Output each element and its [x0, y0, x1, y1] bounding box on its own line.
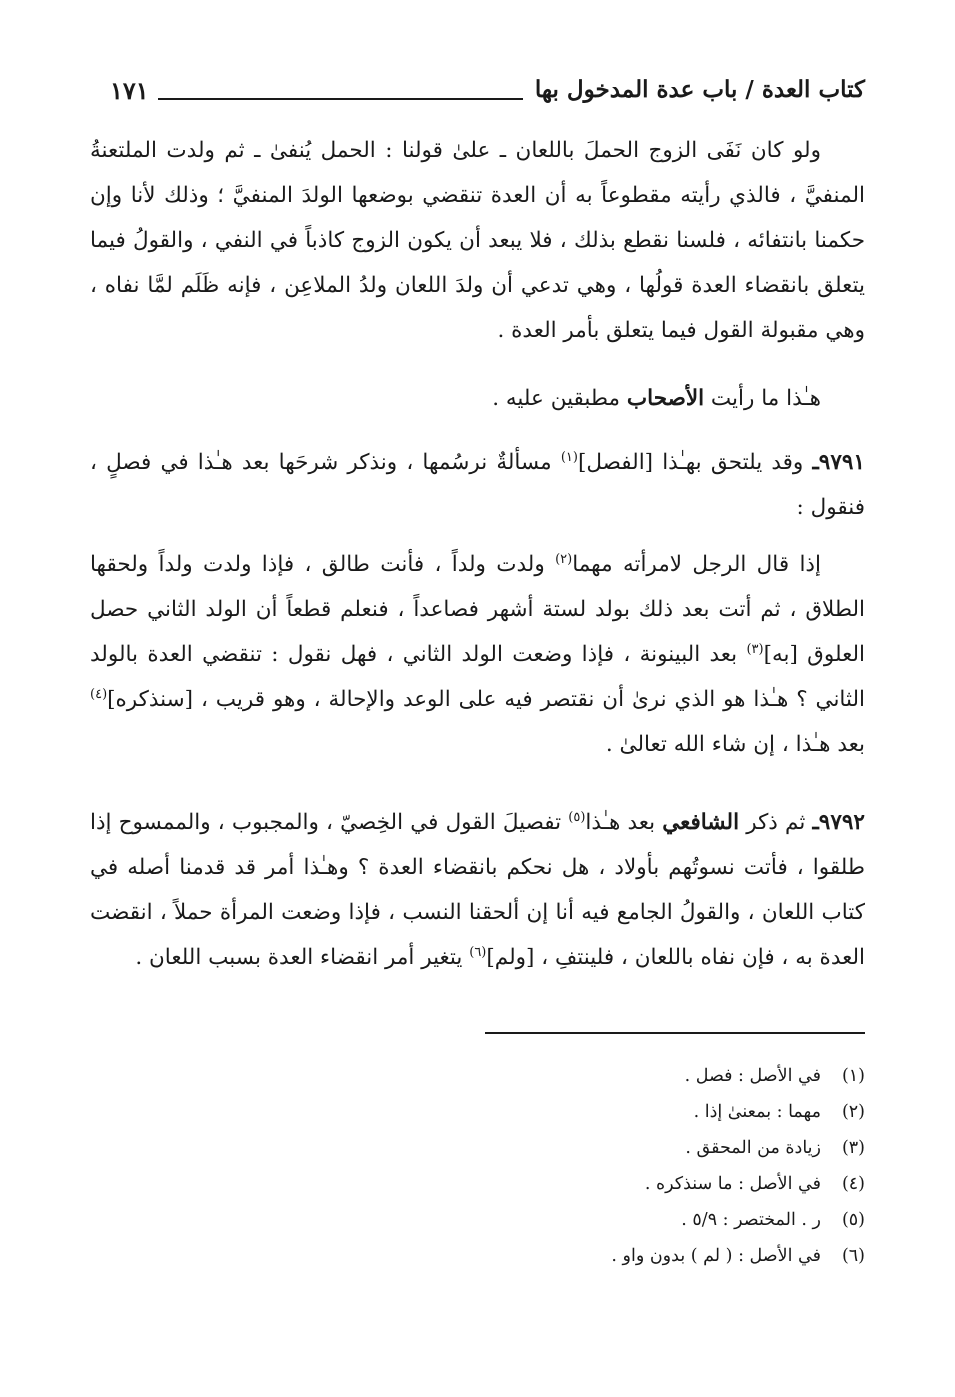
- footnote-number: (٣): [841, 1138, 865, 1158]
- paragraph-4: [90, 542, 865, 767]
- text-run: هـٰذا ما رأيت: [704, 386, 821, 411]
- footnote-number: (٥): [841, 1210, 865, 1230]
- footnote-text: زيادة من المحقق .: [685, 1138, 821, 1158]
- text-run: مطبقين عليه .: [492, 386, 627, 411]
- footnote-text: في الأصل : ما سنذكره .: [644, 1174, 821, 1194]
- footnote: [165, 1166, 865, 1202]
- text-run: يتغير أمر انقضاء العدة بسبب اللعان .: [135, 945, 470, 970]
- footnote-text: ر . المختصر : ٥/٩ .: [681, 1210, 821, 1230]
- text-run: وقد يلتحق بهـٰذا [الفصل]: [577, 450, 813, 475]
- bold-term: الشافعي: [662, 810, 740, 835]
- footnote-ref: (٣): [746, 641, 764, 657]
- footnote-text: في الأصل : فصل .: [684, 1066, 821, 1086]
- paragraph-1: ولو كان نَفَى الزوج الحملَ باللعان ـ علىٰ قولنا : الحمل يُنفىٰ ـ ثم ولدت الملتعنةُ المنفيَّ ، فالذي رأيته مقطوعاً به أن العدة تنقضي بوضعها الولدَ المنفيَّ ؛ وذلك لأنا وإن حكمنا بانتفائه ، فلسنا نقطع بذلك ، فلا يبعد أن يكون الزوج كاذباً في النفي ، والقولُ فيما يتعلق بانقضاء العدة قولُها ، وهي تدعي أن ولدَ اللعان ولدُ الملاعِن ، فإنه ظَلَم لمَّا نفاه ، وهي مقبولة القول فيما يتعلق بأمر العدة .: [90, 138, 865, 343]
- footnote-number: (٢): [841, 1102, 865, 1122]
- text-run: بعد هـٰذا: [585, 810, 663, 835]
- running-header: [110, 72, 865, 116]
- text-run: بعد هـٰذا ، إن شاء الله تعالىٰ .: [605, 732, 865, 757]
- footnote: [165, 1238, 865, 1274]
- bold-term: الأصحاب: [626, 386, 705, 411]
- footnote-ref: (١): [560, 449, 578, 465]
- footnote-ref: (٦): [469, 944, 487, 960]
- footnote: [165, 1094, 865, 1130]
- issue-number: ٩٧٩٢ـ: [812, 810, 865, 835]
- page-number: ١٧١: [110, 76, 149, 105]
- footnote-ref: (٢): [555, 551, 573, 567]
- footnote-text: مهما : بمعنىٰ إذا .: [693, 1102, 821, 1122]
- footnote-ref: (٥): [568, 809, 586, 825]
- footnote: [165, 1130, 865, 1166]
- footnote-number: (٤): [841, 1174, 865, 1194]
- paragraph-2: [90, 376, 865, 421]
- header-title: كتاب العدة / باب عدة المدخول بها: [534, 76, 865, 103]
- issue-number: ٩٧٩١ـ: [812, 450, 865, 475]
- footnote: [165, 1058, 865, 1094]
- footnote-number: (١): [841, 1066, 865, 1086]
- text-run: بعد البينونة ، فإذا وضعت الولد الثاني ، فهل نقول : تنقضي العدة بالولد الثاني ؟ هـٰذا هو الذي نرىٰ أن نقتصر فيه على الوعد والإحالة ، وهو قريب ، [سنذكره]: [90, 642, 865, 712]
- footnote-ref: (٤): [90, 686, 108, 702]
- text-run: إذا قال الرجل لامرأته مهما: [572, 552, 821, 577]
- footnote-number: (٦): [841, 1246, 865, 1266]
- paragraph-9792: [90, 800, 865, 980]
- text-run: ثم ذكر: [739, 810, 813, 835]
- paragraph-9791: [90, 440, 865, 530]
- header-rule: [158, 98, 523, 100]
- footnote-separator: [485, 1032, 865, 1034]
- footnotes: [165, 1058, 865, 1274]
- text-run: مسألةٌ نرسُمها ، ونذكر شرحَها بعد هـٰذا في فصلٍ ، فنقول :: [90, 450, 865, 520]
- text-run: ولدت ولداً ، فأنت طالق ، فإذا ولدت ولداً ولحقها الطلاق ، ثم أتت بعد ذلك بولد لستة أشهر فصاعداً ، فنعلم قطعاً أن الولد الثاني حصل العلوق [به]: [90, 552, 865, 667]
- footnote: [165, 1202, 865, 1238]
- footnote-text: في الأصل : ( لم ) بدون واو .: [611, 1246, 821, 1266]
- text-run: تفصيلَ القول في الخِصيّ ، والمجبوب ، والممسوح إذا طلقوا ، فأتت نسوتُهم بأولاد ، هل نحكم بانقضاء العدة ؟ وهـٰذا أمر قد قدمنا أصله في كتاب اللعان ، والقولُ الجامع فيه أنا إن ألحقنا النسب ، فإذا وضعت المرأة حملاً ، انقضت العدة به ، فإن نفاه باللعان ، فلينتفِ ، [ولم]: [90, 810, 865, 970]
